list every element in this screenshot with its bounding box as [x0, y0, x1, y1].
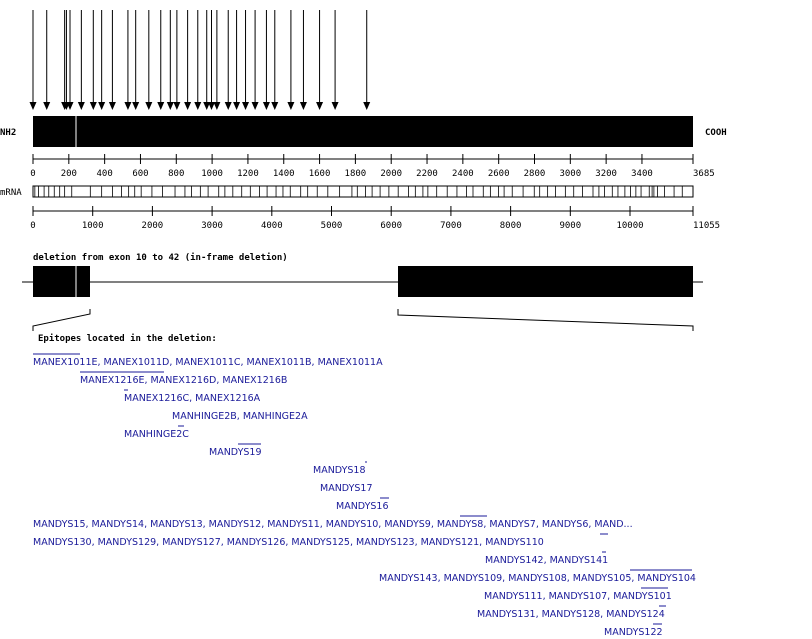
protein-tick-label: 2400 [452, 169, 474, 179]
protein-tick-label: 3200 [595, 169, 617, 179]
epitope-arrow-head [157, 102, 164, 110]
protein-bar [33, 116, 693, 147]
zoom-bracket-right [398, 309, 693, 331]
protein-tick-label: 200 [60, 169, 77, 179]
protein-tick-label: 2200 [416, 169, 438, 179]
epitope-arrow-head [194, 102, 201, 110]
epitope-arrow-head [184, 102, 191, 110]
epitope-arrow-head [271, 102, 278, 110]
mrna-tick-label: 0 [30, 221, 36, 231]
epitope-arrow-head [109, 102, 116, 110]
epitope-row: MANEX1216E, MANEX1216D, MANEX1216B [80, 375, 288, 386]
mrna-tick-label: 8000 [499, 221, 522, 231]
epitope-arrow-head [263, 102, 270, 110]
protein-axis-end-label: 3685 [693, 169, 715, 179]
epitope-arrow-head [332, 102, 339, 110]
epitope-arrow-head [145, 102, 152, 110]
epitope-arrow-head [90, 102, 97, 110]
epitope-arrow-head [213, 102, 220, 110]
protein-tick-label: 1800 [344, 169, 367, 179]
protein-tick-label: 2600 [487, 169, 510, 179]
mrna-axis-end-label: 11055 [693, 221, 721, 231]
epitope-row: MANHINGE2B, MANHINGE2A [172, 411, 308, 422]
epitope-arrow-head [233, 102, 240, 110]
zoom-bracket-left [33, 309, 90, 331]
epitope-row: MANDYS17 [320, 483, 373, 494]
epitope-arrow-head [167, 102, 174, 110]
deletion-title: deletion from exon 10 to 42 (in-frame deletion) [33, 253, 288, 263]
epitope-arrow-head [173, 102, 180, 110]
mrna-tick-label: 2000 [141, 221, 164, 231]
epitope-row: MANDYS122 [604, 627, 663, 638]
epitope-arrow-head [30, 102, 37, 110]
epitope-arrow-head [287, 102, 294, 110]
mrna-tick-label: 4000 [260, 221, 283, 231]
epitope-arrows [30, 10, 371, 110]
protein-tick-label: 1400 [272, 169, 295, 179]
epitope-row: MANDYS19 [209, 447, 262, 458]
epitope-row: MANEX1216C, MANEX1216A [124, 393, 261, 404]
protein-tick-label: 600 [132, 169, 149, 179]
protein-tick-label: 3000 [559, 169, 582, 179]
protein-tick-label: 400 [96, 169, 113, 179]
epitope-arrow-head [225, 102, 232, 110]
protein-tick-label: 1000 [201, 169, 223, 179]
epitope-arrow-head [242, 102, 249, 110]
mrna-tick-label: 10000 [616, 221, 644, 231]
c-terminus-label: COOH [705, 128, 727, 138]
epitope-row: MANDYS18 [313, 465, 366, 476]
mrna-tick-label: 9000 [559, 221, 582, 231]
epitope-row: MANDYS111, MANDYS107, MANDYS101 [484, 591, 672, 602]
retained-block-right [398, 266, 693, 297]
epitope-arrow-head [363, 102, 370, 110]
protein-axis-ticks [30, 154, 693, 179]
epitope-arrow-head [43, 102, 50, 110]
epitope-arrow-head [78, 102, 85, 110]
protein-tick-label: 800 [168, 169, 185, 179]
epitope-row: MANDYS142, MANDYS141 [485, 555, 609, 566]
epitope-arrow-head [300, 102, 307, 110]
mrna-tick-label: 1000 [81, 221, 104, 231]
protein-tick-label: 1600 [308, 169, 331, 179]
epitope-row: MANDYS131, MANDYS128, MANDYS124 [477, 609, 665, 620]
protein-tick-label: 0 [30, 169, 36, 179]
protein-tick-label: 1200 [237, 169, 259, 179]
mrna-tick-label: 3000 [201, 221, 223, 231]
epitope-arrow-head [316, 102, 323, 110]
epitope-row: MANEX1011E, MANEX1011D, MANEX1011C, MANEX1011B, MANEX1011A [33, 357, 383, 368]
mrna-label: mRNA [0, 188, 22, 198]
mrna-tick-label: 7000 [440, 221, 462, 231]
epitope-row: MANDYS15, MANDYS14, MANDYS13, MANDYS12, MANDYS11, MANDYS10, MANDYS9, MANDYS8, MANDYS7, MANDYS6, MAND... [33, 519, 633, 530]
mrna-tick-label: 5000 [320, 221, 343, 231]
mrna-bar [33, 186, 693, 197]
epitope-row: MANDYS16 [336, 501, 389, 512]
epitope-arrow-head [98, 102, 105, 110]
epitope-arrow-head [124, 102, 131, 110]
protein-tick-label: 2000 [380, 169, 403, 179]
epitope-row: MANHINGE2C [124, 429, 189, 440]
protein-tick-label: 2800 [523, 169, 546, 179]
n-terminus-label: NH2 [0, 128, 17, 138]
mrna-tick-label: 6000 [380, 221, 403, 231]
epitope-arrow-head [132, 102, 139, 110]
epitope-arrow-head [252, 102, 259, 110]
epitopes-title: Epitopes located in the deletion: [38, 334, 217, 344]
epitope-row: MANDYS130, MANDYS129, MANDYS127, MANDYS126, MANDYS125, MANDYS123, MANDYS121, MANDYS110 [33, 537, 544, 548]
epitope-row: MANDYS143, MANDYS109, MANDYS108, MANDYS105, MANDYS104 [379, 573, 696, 584]
retained-block-left [33, 266, 90, 297]
mrna-axis-ticks [30, 206, 693, 231]
protein-tick-label: 3400 [631, 169, 653, 179]
